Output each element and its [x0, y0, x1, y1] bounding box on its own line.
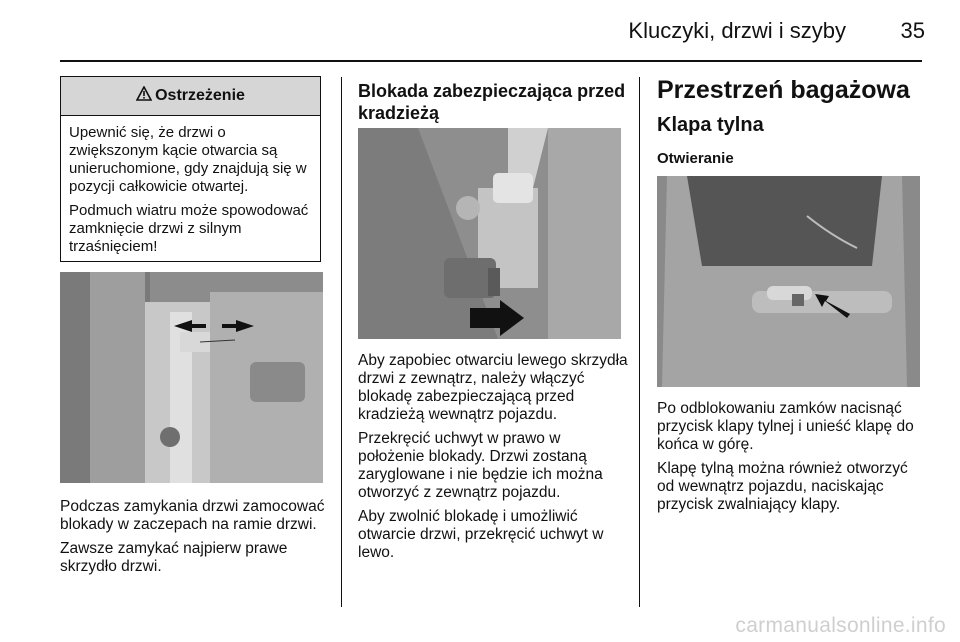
body-paragraph: Przekręcić uchwyt w prawo w położenie blokady. Drzwi zostaną zaryglowane i nie będzie ich można otworzyć z zewnątrz pojazdu.: [358, 430, 603, 501]
tailgate-photo: [657, 176, 920, 387]
section-heading: Przestrzeń bagażowa: [657, 76, 910, 104]
column-divider-1: [341, 77, 342, 607]
warning-paragraph: Podmuch wiatru może spowodować zamknięcie drzwi z silnym trzaśnięciem!: [69, 202, 309, 255]
warning-triangle-icon: [136, 86, 152, 106]
warning-header: [61, 77, 320, 116]
header-rule: [60, 60, 922, 62]
page-header-title: Kluczyki, drzwi i szyby: [628, 18, 846, 43]
warning-title: Ostrzeżenie: [155, 87, 245, 104]
warning-paragraph: Upewnić się, że drzwi o zwiększonym kącie otwarcia są unieruchomione, gdy znajdują się w pozycji całkowicie otwartej.: [69, 124, 307, 195]
antitheft-heading: Blokada zabezpieczająca przed kradzieżą: [358, 81, 626, 123]
subsubsection-heading: Otwieranie: [657, 150, 734, 167]
body-paragraph: Zawsze zamykać najpierw prawe skrzydło drzwi.: [60, 540, 288, 575]
col1-text: [60, 498, 330, 582]
warning-box: [60, 76, 321, 262]
body-paragraph: Aby zapobiec otwarciu lewego skrzydła drzwi z zewnątrz, należy włączyć blokadę zabezpieczającą przed kradzieżą wewnątrz pojazdu.: [358, 352, 628, 423]
col3-text: [657, 400, 927, 520]
page-number: 35: [900, 18, 925, 43]
watermark: carmanualsonline.info: [735, 614, 946, 637]
subsection-heading: Klapa tylna: [657, 114, 764, 136]
body-paragraph: Po odblokowaniu zamków nacisnąć przycisk klapy tylnej i unieść klapę do końca w górę.: [657, 400, 914, 453]
col2-text: [358, 352, 630, 568]
door-lock-photo: [60, 272, 323, 483]
body-paragraph: Podczas zamykania drzwi zamocować blokady w zaczepach na ramie drzwi.: [60, 498, 325, 533]
body-paragraph: Aby zwolnić blokadę i umożliwić otwarcie drzwi, przekręcić uchwyt w lewo.: [358, 508, 604, 561]
body-paragraph: Klapę tylną można również otworzyć od wewnątrz pojazdu, naciskając przycisk zwalniający klapy.: [657, 460, 908, 513]
column-divider-2: [639, 77, 640, 607]
warning-body: [61, 116, 320, 256]
antitheft-lock-photo: [358, 128, 621, 339]
